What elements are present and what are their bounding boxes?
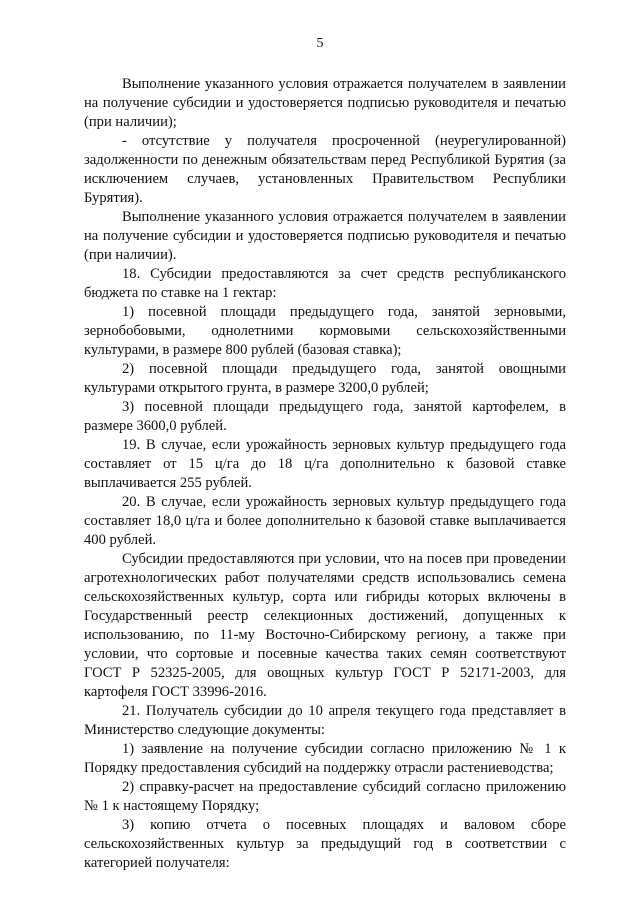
- page-number: 5: [316, 36, 324, 51]
- paragraph-no-overdue-debt: - отсутствие у получателя просроченной (неурегулированной) задолженности по денежным обязательствам перед Республикой Бурятия (за исключением случаев, установленных Правительством Республики Бурятия).: [84, 133, 566, 206]
- paragraph-clause-21: 21. Получатель субсидии до 10 апреля текущего года представляет в Министерство следующие документы:: [84, 703, 566, 738]
- list-item-grain-rate: 1) посевной площади предыдущего года, занятой зерновыми, зернобобовыми, однолетними кормовыми сельскохозяйственными культурами, в размере 800 рублей (базовая ставка);: [84, 304, 566, 358]
- list-item-application: 1) заявление на получение субсидии согласно приложению № 1 к Порядку предоставления субсидий на поддержку отрасли растениеводства;: [84, 741, 566, 776]
- list-item-calculation: 2) справку-расчет на предоставление субсидий согласно приложению № 1 к настоящему Порядку;: [84, 779, 566, 814]
- paragraph-clause-20: 20. В случае, если урожайность зерновых культур предыдущего года составляет 18,0 ц/га и более дополнительно к базовой ставке выплачивается 400 рублей.: [84, 494, 566, 548]
- paragraph-condition-statement-2: Выполнение указанного условия отражается получателем в заявлении на получение субсидии и удостоверяется подписью руководителя и печатью (при наличии).: [84, 209, 566, 263]
- paragraph-seed-conditions: Субсидии предоставляются при условии, что на посев при проведении агротехнологических работ получателями средств использовались семена сельскохозяйственных культур, сорта или гибриды которых включены в Государственный реестр селекционных достижений, допущенных к использованию, по 11-му Восточно-Сибирскому региону, а также при условии, что сортовые и посевные качества таких семян соответствуют ГОСТ Р 52325-2005, для овощных культур ГОСТ Р 52171-2003, для картофеля ГОСТ 33996-2016.: [84, 551, 566, 700]
- document-body: [84, 75, 566, 873]
- paragraph-clause-19: 19. В случае, если урожайность зерновых культур предыдущего года составляет от 15 ц/га до 18 ц/га дополнительно к базовой ставке выплачивается 255 рублей.: [84, 437, 566, 491]
- list-item-sown-area-report: 3) копию отчета о посевных площадях и валовом сборе сельскохозяйственных культур за предыдущий год в соответствии с категорией получателя:: [84, 817, 566, 871]
- list-item-vegetable-rate: 2) посевной площади предыдущего года, занятой овощными культурами открытого грунта, в размере 3200,0 рублей;: [84, 361, 566, 396]
- paragraph-condition-statement-1: Выполнение указанного условия отражается получателем в заявлении на получение субсидии и удостоверяется подписью руководителя и печатью (при наличии);: [84, 76, 566, 130]
- paragraph-clause-18: 18. Субсидии предоставляются за счет средств республиканского бюджета по ставке на 1 гектар:: [84, 266, 566, 301]
- list-item-potato-rate: 3) посевной площади предыдущего года, занятой картофелем, в размере 3600,0 рублей.: [84, 399, 566, 434]
